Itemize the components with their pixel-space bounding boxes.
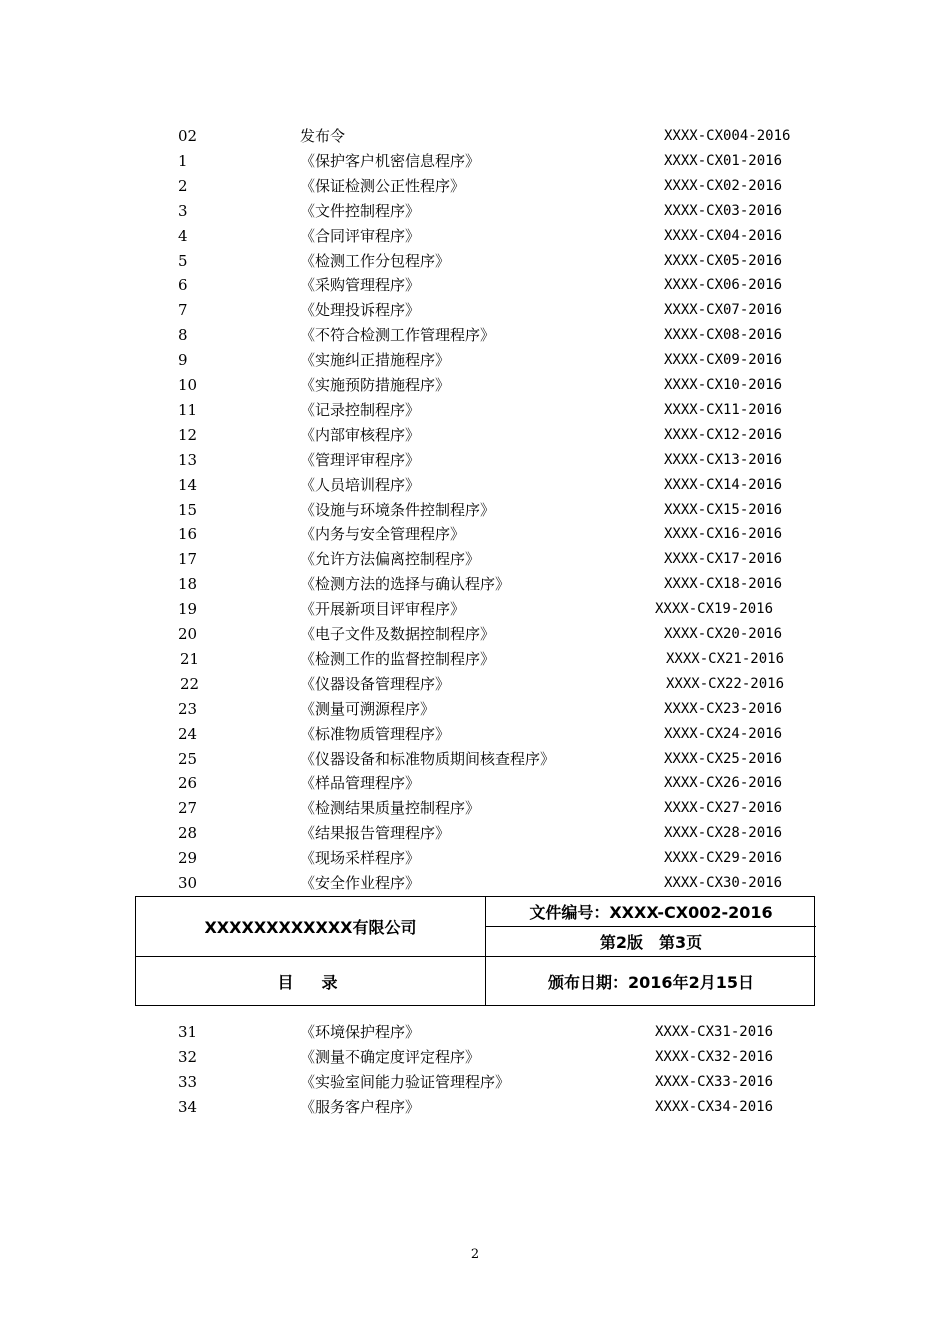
toc-row-number: 2 — [178, 176, 188, 195]
toc-row-number: 20 — [178, 625, 198, 643]
toc-row-number: 22 — [180, 674, 200, 693]
toc-row-code: XXXX-CX29-2016 — [664, 850, 783, 867]
toc-row-title: 《文件控制程序》 — [300, 201, 421, 220]
toc-row — [0, 348, 950, 373]
toc-row-code: XXXX-CX04-2016 — [664, 227, 783, 244]
toc-row-number: 13 — [178, 450, 198, 469]
toc-row-number: 27 — [178, 799, 198, 818]
toc-row-code: XXXX-CX06-2016 — [664, 277, 783, 294]
toc-row-code: XXXX-CX13-2016 — [664, 451, 783, 468]
toc-row — [0, 498, 950, 523]
toc-row-number: 19 — [178, 600, 198, 619]
toc-row-code: XXXX-CX01-2016 — [664, 152, 783, 169]
toc-row-code: XXXX-CX22-2016 — [666, 675, 785, 692]
toc-row-code: XXXX-CX25-2016 — [664, 750, 783, 767]
issue-date: 颁布日期：2016年2月15日 — [548, 972, 754, 992]
toc-row-title: 《保证检测公正性程序》 — [300, 176, 466, 195]
toc-row-title: 《检测工作的监督控制程序》 — [300, 649, 496, 668]
version-page: 第2版 第3页 — [486, 927, 816, 957]
toc-row-title: 《允许方法偏离控制程序》 — [300, 550, 481, 569]
toc-row-number: 30 — [178, 874, 198, 892]
toc-row-number: 1 — [178, 151, 188, 170]
toc-row-number: 21 — [180, 649, 200, 668]
toc-row-title: 《仪器设备管理程序》 — [300, 674, 451, 693]
toc-row-number: 29 — [178, 849, 198, 868]
toc-row — [0, 273, 950, 298]
toc-row-title: 《合同评审程序》 — [300, 226, 421, 245]
toc-row — [0, 298, 950, 323]
toc-row-number: 9 — [178, 351, 188, 370]
document-header-table — [135, 896, 815, 1006]
toc-row — [0, 373, 950, 398]
toc-row-code: XXXX-CX11-2016 — [664, 401, 783, 418]
toc-row-title: 《处理投诉程序》 — [300, 301, 421, 320]
toc-row — [0, 771, 950, 796]
toc-row-title: 《内部审核程序》 — [300, 425, 421, 444]
toc-row-number: 5 — [178, 251, 188, 270]
toc-row-code: XXXX-CX07-2016 — [664, 302, 783, 319]
toc-row — [0, 547, 950, 572]
toc-row — [0, 572, 950, 597]
toc-row-number: 6 — [178, 276, 188, 295]
toc-row-number: 31 — [178, 1023, 198, 1041]
toc-row-title: 《服务客户程序》 — [300, 1097, 421, 1116]
toc-row-number: 02 — [178, 127, 198, 145]
toc-row-code: XXXX-CX16-2016 — [664, 526, 783, 543]
toc-row-title: 《检测结果质量控制程序》 — [300, 799, 481, 818]
toc-row — [0, 597, 950, 622]
toc-row-title: 《管理评审程序》 — [300, 450, 421, 469]
toc-row — [0, 697, 950, 722]
toc-row-title: 发布令 — [300, 127, 346, 145]
toc-row-code: XXXX-CX23-2016 — [664, 700, 783, 717]
toc-row-number: 18 — [178, 575, 198, 594]
toc-row-code: XXXX-CX10-2016 — [664, 377, 783, 393]
toc-row-title: 《开展新项目评审程序》 — [300, 600, 466, 619]
toc-row-code: XXXX-CX12-2016 — [664, 426, 783, 443]
toc-row-number: 16 — [178, 525, 198, 544]
toc-row-code: XXXX-CX31-2016 — [655, 1024, 774, 1040]
toc-row-title: 《实验室间能力验证管理程序》 — [300, 1072, 511, 1091]
toc-row-code: XXXX-CX15-2016 — [664, 501, 783, 518]
toc-row-number: 15 — [178, 500, 198, 519]
toc-row — [0, 672, 950, 697]
toc-row-code: XXXX-CX02-2016 — [664, 177, 783, 194]
toc-row-title: 《标准物质管理程序》 — [300, 724, 451, 743]
toc-row-title: 《不符合检测工作管理程序》 — [300, 326, 496, 345]
toc-row-code: XXXX-CX34-2016 — [655, 1098, 774, 1115]
toc-row-number: 11 — [178, 400, 198, 419]
toc-row-title: 《实施预防措施程序》 — [300, 376, 451, 394]
toc-row-code: XXXX-CX19-2016 — [655, 601, 774, 618]
toc-row — [0, 124, 950, 149]
document-title: 目 录 — [136, 957, 486, 1005]
toc-row-code: XXXX-CX14-2016 — [664, 476, 783, 493]
toc-row — [0, 199, 950, 224]
toc-row-number: 17 — [178, 550, 198, 569]
company-name: XXXXXXXXXXXX有限公司 — [136, 897, 486, 957]
toc-row — [0, 423, 950, 448]
toc-row-code: XXXX-CX05-2016 — [664, 252, 783, 269]
toc-row-title: 《现场采样程序》 — [300, 849, 421, 868]
toc-row-number: 24 — [178, 724, 198, 743]
toc-row-number: 33 — [178, 1072, 198, 1091]
toc-row-title: 《人员培训程序》 — [300, 475, 421, 494]
toc-row-number: 10 — [178, 376, 198, 394]
toc-row — [0, 1095, 950, 1120]
toc-row-title: 《样品管理程序》 — [300, 774, 421, 793]
toc-row-number: 4 — [178, 226, 188, 245]
toc-row-number: 7 — [178, 301, 188, 320]
toc-row-code: XXXX-CX21-2016 — [666, 650, 785, 667]
toc-row-number: 23 — [178, 699, 198, 718]
toc-row-code: XXXX-CX32-2016 — [655, 1048, 774, 1065]
toc-row-code: XXXX-CX28-2016 — [664, 825, 783, 842]
toc-row-title: 《设施与环境条件控制程序》 — [300, 500, 496, 519]
toc-row — [0, 622, 950, 647]
toc-row-title: 《仪器设备和标准物质期间核查程序》 — [300, 749, 556, 768]
toc-row-title: 《采购管理程序》 — [300, 276, 421, 295]
toc-row-title: 《检测工作分包程序》 — [300, 251, 451, 270]
toc-row — [0, 473, 950, 498]
page-number: 2 — [470, 1247, 480, 1262]
toc-row-code: XXXX-CX03-2016 — [664, 202, 783, 219]
toc-row — [0, 821, 950, 846]
toc-row — [0, 647, 950, 672]
toc-row — [0, 871, 950, 896]
toc-row — [0, 846, 950, 871]
toc-row-code: XXXX-CX08-2016 — [664, 327, 783, 344]
toc-row-title: 《环境保护程序》 — [300, 1023, 421, 1041]
toc-row-title: 《测量可溯源程序》 — [300, 699, 436, 718]
toc-row-code: XXXX-CX004-2016 — [664, 128, 791, 144]
toc-row-title: 《保护客户机密信息程序》 — [300, 151, 481, 170]
toc-row-number: 3 — [178, 201, 188, 220]
toc-row-code: XXXX-CX26-2016 — [664, 775, 783, 792]
toc-row-number: 26 — [178, 774, 198, 793]
toc-row-number: 14 — [178, 475, 198, 494]
toc-row-title: 《测量不确定度评定程序》 — [300, 1047, 481, 1066]
toc-row — [0, 522, 950, 547]
toc-row — [0, 747, 950, 772]
toc-row-title: 《实施纠正措施程序》 — [300, 351, 451, 370]
toc-row-title: 《检测方法的选择与确认程序》 — [300, 575, 511, 594]
toc-row-code: XXXX-CX27-2016 — [664, 800, 783, 817]
toc-row-title: 《内务与安全管理程序》 — [300, 525, 466, 544]
toc-row — [0, 224, 950, 249]
file-number: 文件编号：XXXX-CX002-2016 — [486, 897, 816, 927]
toc-row — [0, 149, 950, 174]
toc-row — [0, 174, 950, 199]
toc-row-number: 12 — [178, 425, 198, 444]
toc-row-code: XXXX-CX09-2016 — [664, 352, 783, 369]
toc-row-code: XXXX-CX18-2016 — [664, 576, 783, 593]
toc-row — [0, 323, 950, 348]
toc-row-code: XXXX-CX33-2016 — [655, 1073, 774, 1090]
toc-row-title: 《安全作业程序》 — [300, 874, 421, 892]
toc-row-title: 《结果报告管理程序》 — [300, 824, 451, 843]
toc-row-number: 28 — [178, 824, 198, 843]
toc-row-code: XXXX-CX30-2016 — [664, 875, 783, 891]
toc-row-code: XXXX-CX17-2016 — [664, 551, 783, 568]
toc-row — [0, 249, 950, 274]
toc-row — [0, 1045, 950, 1070]
toc-row-number: 32 — [178, 1047, 198, 1066]
toc-row — [0, 1070, 950, 1095]
toc-row — [0, 796, 950, 821]
toc-row — [0, 448, 950, 473]
toc-row-number: 34 — [178, 1097, 198, 1116]
toc-row — [0, 398, 950, 423]
toc-row-title: 《电子文件及数据控制程序》 — [300, 625, 496, 643]
toc-row-title: 《记录控制程序》 — [300, 400, 421, 419]
toc-row — [0, 1020, 950, 1045]
toc-row-number: 8 — [178, 326, 188, 345]
toc-row — [0, 722, 950, 747]
toc-row-code: XXXX-CX24-2016 — [664, 725, 783, 742]
toc-row-code: XXXX-CX20-2016 — [664, 626, 783, 642]
toc-row-number: 25 — [178, 749, 198, 768]
